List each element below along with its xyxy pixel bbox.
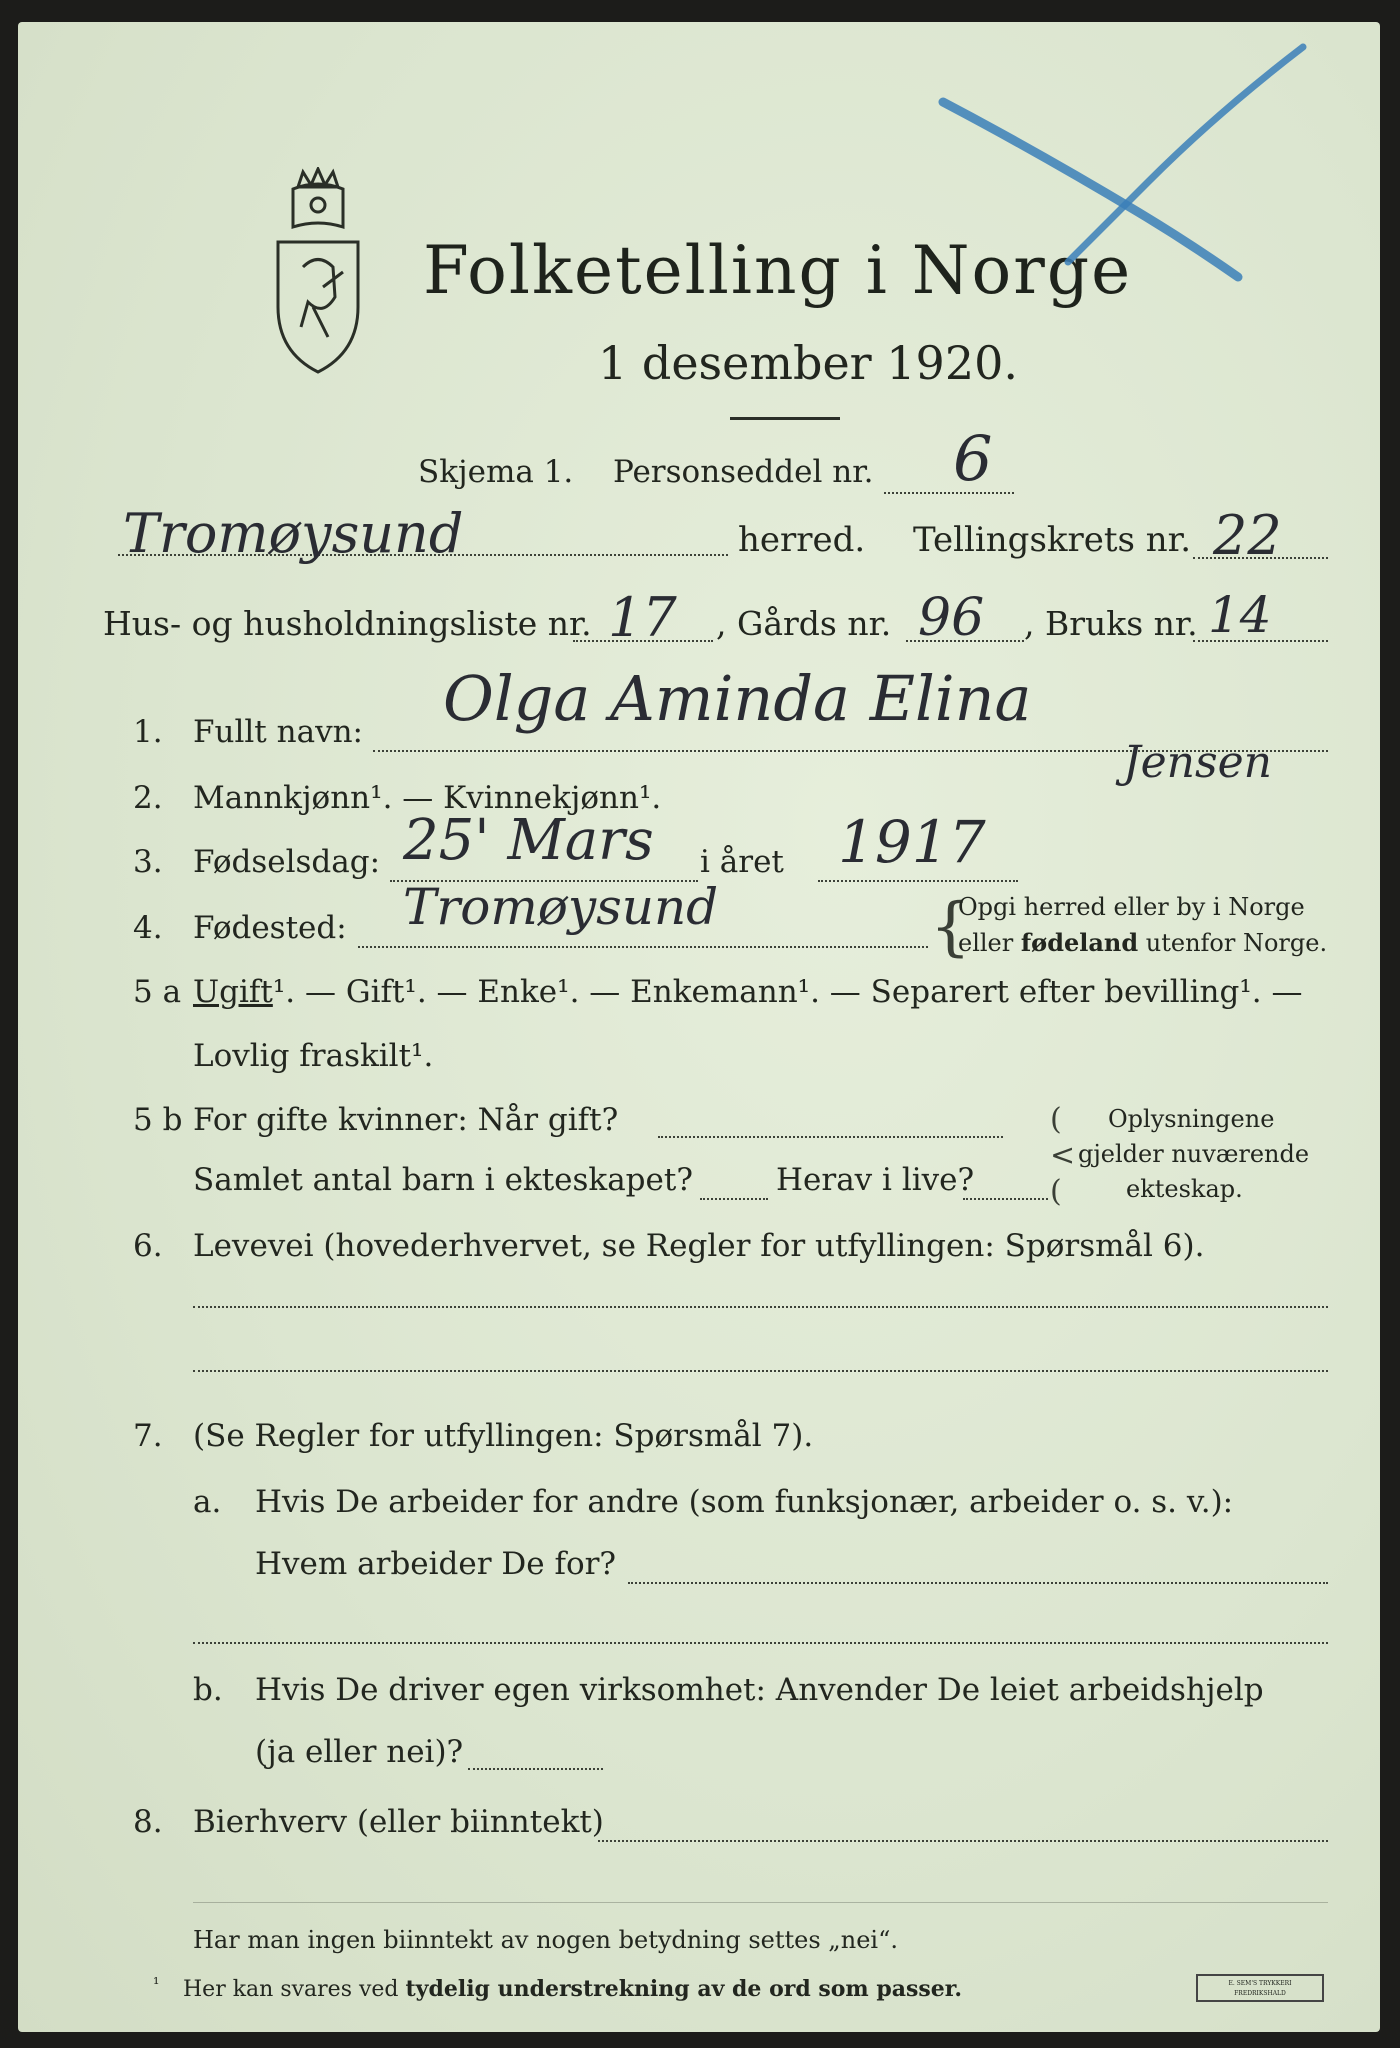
tellingskrets-value: 22 bbox=[1213, 504, 1282, 567]
q5b-note-line3: ekteskap. bbox=[1126, 1175, 1243, 1203]
q4-number: 4. bbox=[133, 910, 163, 946]
q2-number: 2. bbox=[133, 780, 163, 816]
q4-note-line2: eller fødeland utenfor Norge. bbox=[958, 928, 1328, 957]
census-date: 1 desember 1920. bbox=[598, 336, 1018, 390]
q6-number: 6. bbox=[133, 1228, 163, 1264]
q5a-number: 5 a bbox=[133, 974, 182, 1010]
gards-value: 96 bbox=[918, 588, 985, 648]
census-form-sheet bbox=[18, 22, 1380, 2032]
q5b-note-line1: Oplysningene bbox=[1108, 1105, 1275, 1133]
bruks-value: 14 bbox=[1208, 586, 1272, 644]
q4-note-brace: { bbox=[930, 890, 971, 964]
q3-year-label: i året bbox=[700, 844, 784, 880]
q7-label: (Se Regler for utfyllingen: Spørsmål 7). bbox=[193, 1418, 814, 1454]
form-title: Folketelling i Norge bbox=[423, 232, 1133, 309]
q5a-line2: Lovlig fraskilt¹. bbox=[193, 1038, 434, 1074]
norway-coat-of-arms-icon bbox=[263, 167, 373, 377]
q7a-field-line-2 bbox=[193, 1642, 1328, 1644]
q8-separator bbox=[193, 1902, 1328, 1903]
q6-field-line-1 bbox=[193, 1306, 1328, 1308]
herred-value: Tromøysund bbox=[123, 502, 464, 565]
q5b-naar-gift-field-line bbox=[658, 1136, 1003, 1138]
footnote-mark: ¹ bbox=[153, 1974, 160, 1993]
tellingskrets-label: Tellingskrets nr. bbox=[913, 520, 1192, 560]
q5b-barn-field-line bbox=[700, 1198, 768, 1200]
q1-number: 1. bbox=[133, 714, 163, 750]
q4-note-line1: Opgi herred eller by i Norge bbox=[958, 893, 1305, 921]
q7a-line2: Hvem arbeider De for? bbox=[255, 1546, 617, 1582]
q3-year-field-line bbox=[818, 880, 1018, 882]
q1-name-value: Olga Aminda Elina bbox=[443, 662, 1032, 735]
q7b-line2: (ja eller nei)? bbox=[255, 1734, 464, 1770]
q7a-label: Hvis De arbeider for andre (som funksjonær, arbeider o. s. v.): bbox=[255, 1484, 1234, 1520]
q5b-number: 5 b bbox=[133, 1102, 183, 1138]
biinntekt-note: Har man ingen biinntekt av nogen betydning settes „nei“. bbox=[193, 1926, 898, 1954]
husliste-label: Hus- og husholdningsliste nr. bbox=[103, 604, 592, 643]
q4-birthplace-value: Tromøysund bbox=[403, 878, 719, 936]
gards-label: , Gårds nr. bbox=[716, 604, 892, 643]
q6-field-line-2 bbox=[193, 1370, 1328, 1372]
printer-stamp: E. SEM'S TRYKKERI FREDRIKSHALD bbox=[1196, 1974, 1324, 2002]
q2-label: Mannkjønn¹. — Kvinnekjønn¹. bbox=[193, 780, 662, 816]
q3-birthday-value: 25' Mars bbox=[403, 808, 654, 873]
q5b-label: For gifte kvinner: Når gift? bbox=[193, 1102, 619, 1138]
q5b-note-line2: gjelder nuværende bbox=[1078, 1140, 1310, 1168]
q1-label: Fullt navn: bbox=[193, 714, 363, 750]
q4-field-line bbox=[358, 946, 928, 948]
q5b-barn-label: Samlet antal barn i ekteskapet? bbox=[193, 1162, 693, 1198]
personseddel-value: 6 bbox=[953, 422, 993, 495]
q5b-live-label: Herav i live? bbox=[776, 1162, 975, 1198]
q7b-letter: b. bbox=[193, 1672, 223, 1708]
q5a-options: Ugift¹. — Gift¹. — Enke¹. — Enkemann¹. — Separert efter bevilling¹. — bbox=[193, 974, 1303, 1010]
q3-number: 3. bbox=[133, 844, 163, 880]
q8-field-line bbox=[598, 1840, 1328, 1842]
q7-number: 7. bbox=[133, 1418, 163, 1454]
q5b-note-brace: ( < ( bbox=[1050, 1102, 1076, 1209]
q7b-label: Hvis De driver egen virksomhet: Anvender De leiet arbeidshjelp bbox=[255, 1672, 1264, 1708]
personseddel-label: Personseddel nr. bbox=[613, 454, 874, 490]
q7a-field-line bbox=[628, 1582, 1328, 1584]
q6-label: Levevei (hovederhvervet, se Regler for utfyllingen: Spørsmål 6). bbox=[193, 1228, 1205, 1264]
title-divider bbox=[730, 417, 840, 420]
q5b-live-field-line bbox=[963, 1198, 1048, 1200]
q3-label: Fødselsdag: bbox=[193, 844, 381, 880]
q4-label: Fødested: bbox=[193, 910, 347, 946]
q7a-letter: a. bbox=[193, 1484, 222, 1520]
q7b-field-line bbox=[468, 1768, 603, 1770]
q8-number: 8. bbox=[133, 1804, 163, 1840]
herred-label: herred. bbox=[738, 520, 866, 560]
q8-label: Bierhverv (eller biinntekt) bbox=[193, 1804, 604, 1840]
q1-surname-value: Jensen bbox=[1123, 737, 1272, 788]
q5a-ugift-underlined: Ugift bbox=[193, 974, 273, 1010]
blue-cross-mark bbox=[918, 32, 1338, 312]
footnote-text: Her kan svares ved tydelig understrekning av de ord som passer. bbox=[183, 1976, 963, 2002]
schema-label: Skjema 1. bbox=[418, 454, 574, 490]
bruks-label: , Bruks nr. bbox=[1024, 604, 1198, 643]
husliste-value: 17 bbox=[608, 586, 677, 649]
q3-year-value: 1917 bbox=[838, 808, 986, 876]
personseddel-field-line bbox=[884, 492, 1014, 494]
